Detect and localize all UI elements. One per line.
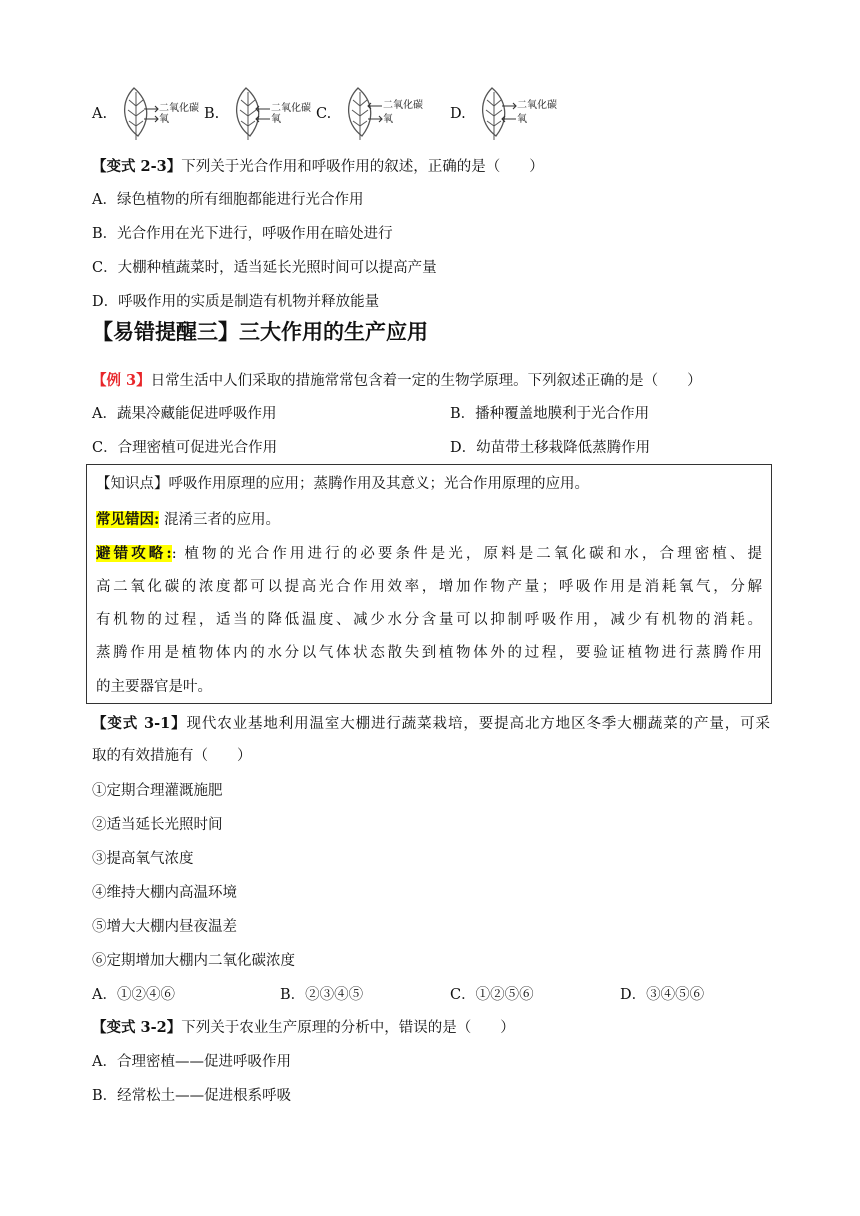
measure-item-5: ⑤增大大棚内昼夜温差 xyxy=(92,919,237,935)
knowledge-point-line: 【知识点】呼吸作用原理的应用；蒸腾作用及其意义；光合作用原理的应用。 xyxy=(96,476,589,492)
tips-line-3: 有机物的过程，适当的降低温度、减少水分含量可以抑制呼吸作用，减少有机物的消耗。 xyxy=(96,612,762,628)
measure-item-6: ⑥定期增加大棚内二氧化碳浓度 xyxy=(92,953,295,969)
example-3-option-c[interactable]: C．合理密植可促进光合作用 xyxy=(92,440,278,456)
measure-item-1: ①定期合理灌溉施肥 xyxy=(92,783,223,799)
section-title: 【易错提醒三】三大作用的生产应用 xyxy=(92,319,428,344)
tips-line-1 xyxy=(96,544,762,564)
leaf-option-d-label[interactable]: D. xyxy=(450,106,466,122)
question-3-1-option-d[interactable]: D．③④⑤⑥ xyxy=(620,987,705,1003)
measure-item-2: ②适当延长光照时间 xyxy=(92,817,223,833)
tips-line-4: 蒸腾作用是植物体内的水分以气体状态散失到植物体外的过程，要验证植物进行蒸腾作用 xyxy=(96,645,762,661)
leaf-option-a-label[interactable]: A. xyxy=(92,106,108,122)
leaf-option-b-label[interactable]: B. xyxy=(204,106,220,122)
example-text: 日常生活中人们采取的措施常常包含着一定的生物学原理。下列叙述正确的是（ ） xyxy=(150,373,702,389)
question-3-1-option-b[interactable]: B．②③④⑤ xyxy=(280,987,364,1003)
example-3-option-b[interactable]: B．播种覆盖地膜利于光合作用 xyxy=(450,406,650,422)
question-3-2-option-b[interactable]: B．经常松土——促进根系呼吸 xyxy=(92,1088,292,1104)
common-error-text: 混淆三者的应用。 xyxy=(159,512,280,528)
question-3-2-stem xyxy=(92,1018,515,1038)
question-tag: 【变式 3-1】 xyxy=(92,715,187,732)
leaf-diagram-d: 二氧化碳 氧 xyxy=(474,86,564,142)
question-2-3-option-c[interactable]: C．大棚种植蔬菜时，适当延长光照时间可以提高产量 xyxy=(92,260,437,276)
question-text: 下列关于农业生产原理的分析中，错误的是（ ） xyxy=(181,1020,515,1036)
question-2-3-option-b[interactable]: B．光合作用在光下进行，呼吸作用在暗处进行 xyxy=(92,226,393,242)
leaf-diagram-b: 二氧化碳 氧 xyxy=(228,86,318,142)
leaf-diagram-c: 二氧化碳 氧 xyxy=(340,86,430,142)
measure-item-3: ③提高氧气浓度 xyxy=(92,851,194,867)
question-3-1-stem-cont: 取的有效措施有（ ） xyxy=(92,748,252,764)
question-3-1-option-a[interactable]: A．①②④⑥ xyxy=(92,987,175,1003)
leaf-diagram-a: 二氧化碳 氧 xyxy=(116,86,206,142)
measure-item-4: ④维持大棚内高温环境 xyxy=(92,885,237,901)
question-tag: 【变式 3-2】 xyxy=(92,1019,182,1036)
common-error-line xyxy=(96,510,280,530)
tips-line-2: 高二氧化碳的浓度都可以提高光合作用效率，增加作物产量；呼吸作用是消耗氧气，分解 xyxy=(96,579,762,595)
question-3-1-option-c[interactable]: C．①②⑤⑥ xyxy=(450,987,534,1003)
example-3-option-d[interactable]: D．幼苗带土移栽降低蒸腾作用 xyxy=(450,440,651,456)
example-3-option-a[interactable]: A．蔬果冷藏能促进呼吸作用 xyxy=(92,406,277,422)
tips-label: 避错攻略: xyxy=(96,545,172,562)
question-3-1-stem xyxy=(92,714,770,734)
common-error-label: 常见错因: xyxy=(96,511,160,528)
question-tag: 【变式 2-3】 xyxy=(92,158,182,175)
tips-text: : 植物的光合作用进行的必要条件是光，原料是二氧化碳和水，合理密植、提 xyxy=(171,546,762,562)
leaf-option-c-label[interactable]: C. xyxy=(316,106,332,122)
example-tag: 【例 3】 xyxy=(92,372,151,389)
example-3-stem xyxy=(92,371,702,391)
tips-line-5: 的主要器官是叶。 xyxy=(96,679,212,695)
question-3-2-option-a[interactable]: A．合理密植——促进呼吸作用 xyxy=(92,1054,291,1070)
question-text: 现代农业基地利用温室大棚进行蔬菜栽培，要提高北方地区冬季大棚蔬菜的产量，可采 xyxy=(186,716,770,732)
question-text: 下列关于光合作用和呼吸作用的叙述，正确的是（ ） xyxy=(181,159,544,175)
question-2-3-stem xyxy=(92,157,544,177)
question-2-3-option-d[interactable]: D．呼吸作用的实质是制造有机物并释放能量 xyxy=(92,294,380,310)
question-2-3-option-a[interactable]: A．绿色植物的所有细胞都能进行光合作用 xyxy=(92,192,364,208)
